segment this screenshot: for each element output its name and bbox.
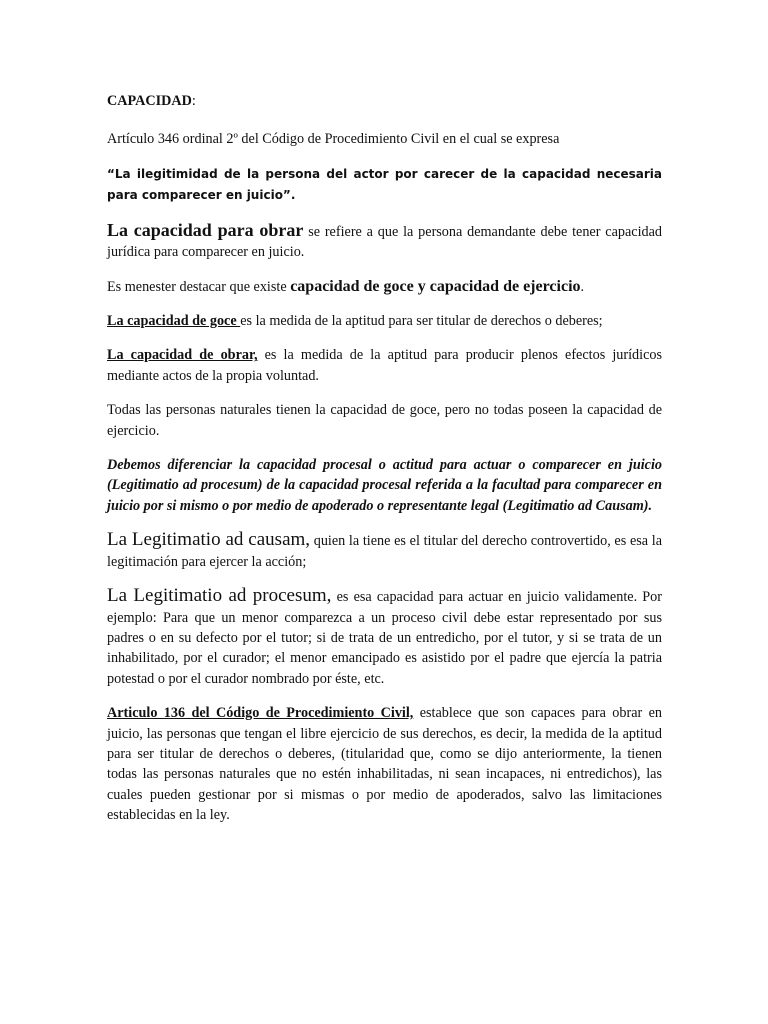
paragraph-goce-ejercicio xyxy=(107,277,662,297)
paragraph-capacidad-obrar xyxy=(107,220,662,263)
text-capacidad-de-obrar: es la medida de la aptitud para producir plenos efectos jurídicos mediante actos de la propia voluntad. xyxy=(107,347,662,384)
paragraph-articulo-136 xyxy=(107,703,662,825)
text-legitimatio-procesum: es esa capacidad para actuar en juicio validamente. Por ejemplo: Para que un menor comparezca a un proceso civil debe estar representado por sus padres o en su defecto por el tutor; si de trata de un entredicho, por el tutor, y si se trata de un inhabilitado, por el curador; el menor emancipado es asistido por el padre que ejercía la patria potestad o por el curador nombrado por éste, etc. xyxy=(107,589,663,687)
title-text: CAPACIDAD xyxy=(107,93,192,109)
lead-legitimatio-causam: La Legitimatio ad causam, xyxy=(107,529,311,551)
lead-articulo-136: Articulo 136 del Código de Procedimiento Civil, xyxy=(107,705,414,722)
paragraph-capacidad-de-obrar xyxy=(107,345,662,386)
title-colon: : xyxy=(191,93,196,109)
document-body xyxy=(107,91,662,826)
article-reference: Artículo 346 ordinal 2º del Código de Procedimiento Civil en el cual se expresa xyxy=(107,131,560,148)
paragraph-diferenciar: Debemos diferenciar la capacidad procesal o actitud para actuar o comparecer en juicio (Legitimatio ad procesum) de la capacidad procesal referida a la facultad para comparecer en juicio por si mismo o por medio de apoderado o representante legal (Legitimatio ad Causam). xyxy=(107,457,662,514)
text-capacidad-obrar: se refiere a que la persona demandante debe tener capacidad jurídica para comparecer en juicio. xyxy=(107,223,662,261)
paragraph-legitimatio-causam xyxy=(107,530,662,572)
lead-capacidad-goce: La capacidad de goce xyxy=(107,313,241,330)
quoted-text: “La ilegitimidad de la persona del actor por carecer de la capacidad necesaria para comparecer en juicio”. xyxy=(107,166,662,202)
section-title xyxy=(107,91,662,111)
text-articulo-136: establece que son capaces para obrar en juicio, las personas que tengan el libre ejercicio de sus derechos, es decir, la medida de la aptitud para ser titular de derechos o deberes, (titularidad que, como se dijo anteriormente, la tienen todas las personas naturales que no estén inhabilitadas, ni sean incapaces, ni entredichos), las cuales pueden gestionar por si mismas o por medio de apoderados, salvo las limitaciones establecidas en la ley. xyxy=(107,705,663,824)
text-capacidad-goce: es la medida de la aptitud para ser titular de derechos o deberes; xyxy=(240,313,603,330)
paragraph-legitimatio-procesum xyxy=(107,586,662,689)
text-goce-end: . xyxy=(580,278,585,295)
lead-capacidad-obrar: La capacidad para obrar xyxy=(107,219,304,240)
text-legitimatio-causam: quien la tiene es el titular del derecho controvertido, es esa la legitimación para ejercer la acción; xyxy=(107,533,662,570)
paragraph-capacidad-goce xyxy=(107,311,662,331)
text-goce-start: Es menester destacar que existe xyxy=(107,278,291,295)
emph-goce-ejercicio: capacidad de goce y capacidad de ejercicio xyxy=(290,277,581,295)
lead-legitimatio-procesum: La Legitimatio ad procesum, xyxy=(107,585,332,607)
paragraph-personas-naturales: Todas las personas naturales tienen la capacidad de goce, pero no todas poseen la capacidad de ejercicio. xyxy=(107,402,662,439)
lead-capacidad-de-obrar: La capacidad de obrar, xyxy=(107,347,258,364)
